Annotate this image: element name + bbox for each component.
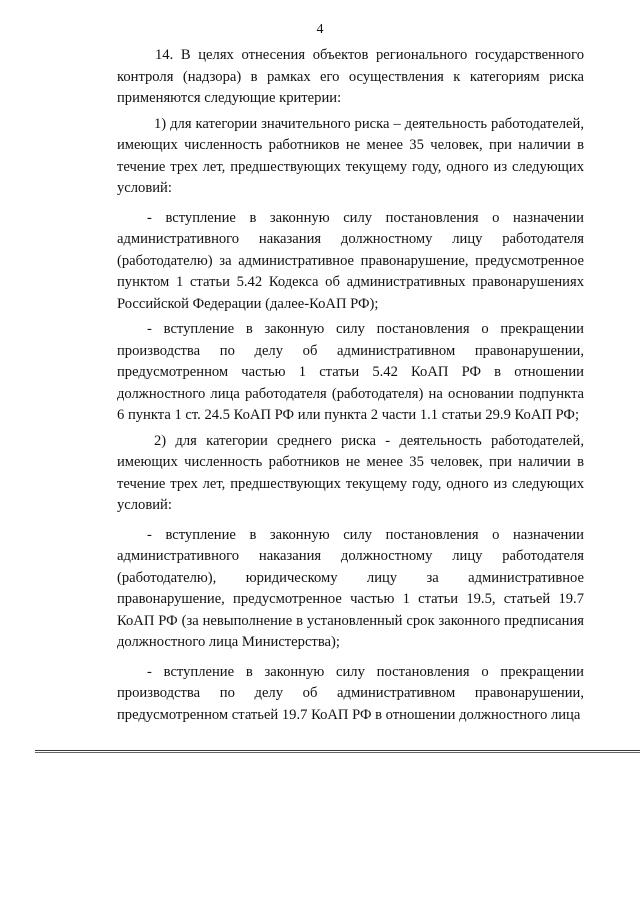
paragraph-medium-risk-condition-2: - вступление в законную силу постановления о прекращении производства по делу об административном правонарушении, предусмотренном статьей 19.7 КоАП РФ в отношении должностного лица xyxy=(117,663,584,723)
paragraph-medium-risk-condition-1: - вступление в законную силу постановления о назначении административного наказания должностному лицу работодателя (работодателю), юридическому лицу за административное правонарушение, предусмотренное частью 1 статьи 19.5, статьей 19.7 КоАП РФ (за невыполнение в установленный срок законного предписания должностного лица Министерства); xyxy=(117,526,584,650)
paragraph-14-intro: 14. В целях отнесения объектов регионального государственного контроля (надзора) в рамках его осуществления к категориям риска применяются следующие критерии: xyxy=(117,47,584,106)
scan-edge-line xyxy=(35,750,640,751)
paragraph-significant-risk-condition-1: - вступление в законную силу постановления о назначении административного наказания должностному лицу работодателя (работодателю) за административное правонарушение, предусмотренное пунктом 1 статьи 5.42 Кодекса об административных правонарушениях Российской Федерации (далее-КоАП РФ); xyxy=(117,209,584,312)
paragraph-medium-risk: 2) для категории среднего риска - деятельность работодателей, имеющих численность работников не менее 35 человек, при наличии в течение трех лет, предшествующих текущему году, одного из следующих условий: xyxy=(117,432,584,513)
page-number: 4 xyxy=(316,22,324,37)
paragraph-significant-risk-condition-2: - вступление в законную силу постановления о прекращении производства по делу об административном правонарушении, предусмотренном частью 1 статьи 5.42 КоАП РФ в отношении должностного лица работодателя (работодателя) на основании подпункта 6 пункта 1 ст. 24.5 КоАП РФ или пункта 2 части 1.1 статьи 29.9 КоАП РФ; xyxy=(117,321,584,423)
scan-edge-line-secondary xyxy=(35,752,640,753)
document-body xyxy=(117,45,584,726)
paragraph-significant-risk: 1) для категории значительного риска – деятельность работодателей, имеющих численность работников не менее 35 человек, при наличии в течение трех лет, предшествующих текущему году, одного из следующих условий: xyxy=(117,115,584,196)
